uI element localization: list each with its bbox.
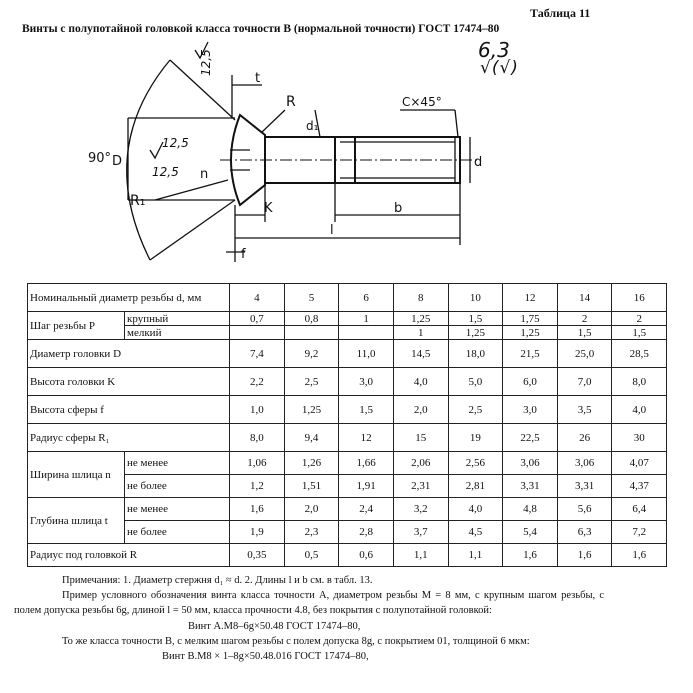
table-cell: 30 <box>612 424 667 452</box>
table-cell: 2 <box>557 312 612 326</box>
table-cell: 3,31 <box>503 475 558 498</box>
table-cell <box>339 326 394 340</box>
table-cell: 2 <box>612 312 667 326</box>
example-2: То же класса точности B, с мелким шагом резьбы с полем допуска 8g, с покрытием 01, толщиной 6 мкм: <box>62 635 530 647</box>
table-cell: 7,4 <box>230 340 285 368</box>
angle-arc <box>127 60 170 260</box>
table-cell: 0,35 <box>230 544 285 567</box>
table-row <box>28 452 667 475</box>
table-cell: 18,0 <box>448 340 503 368</box>
table-cell: 1,6 <box>230 498 285 521</box>
table-cell: 1,5 <box>339 396 394 424</box>
table-cell: 0,8 <box>284 312 339 326</box>
table-cell: 28,5 <box>612 340 667 368</box>
diameter-cell: 14 <box>557 284 612 312</box>
dim-f-label: f <box>241 247 246 262</box>
table-cell: 1,2 <box>230 475 285 498</box>
dim-b-label: b <box>394 201 403 216</box>
head-height-label: Высота головки K <box>28 368 230 396</box>
table-cell: 14,5 <box>393 340 448 368</box>
table-label: Таблица 11 <box>530 6 591 20</box>
dim-l-label: l <box>330 223 334 238</box>
table-cell: 8,0 <box>612 368 667 396</box>
screw-drawing <box>0 0 693 280</box>
R1-leader <box>155 180 228 200</box>
roughness-value: 6,3 <box>478 38 510 62</box>
table-cell: 5,6 <box>557 498 612 521</box>
table-cell: 2,81 <box>448 475 503 498</box>
table-cell: 2,2 <box>230 368 285 396</box>
dim-d-label: d <box>474 155 483 170</box>
table-cell: 1,06 <box>230 452 285 475</box>
table-cell: 0,6 <box>339 544 394 567</box>
dim-n-label: n <box>200 167 209 182</box>
table-cell: 15 <box>393 424 448 452</box>
diameter-cell: 4 <box>230 284 285 312</box>
table-cell: 5,4 <box>503 521 558 544</box>
table-cell: 1,6 <box>557 544 612 567</box>
slot-width-label: Ширина шлица n <box>28 452 125 498</box>
table-cell: 5,0 <box>448 368 503 396</box>
chamfer-label: C×45° <box>402 95 442 109</box>
table-row <box>28 312 667 326</box>
table-cell: 9,4 <box>284 424 339 452</box>
dim-D-label: D <box>112 154 123 169</box>
table-cell: 3,7 <box>393 521 448 544</box>
table-cell: 1,6 <box>503 544 558 567</box>
formula-2: Винт В.М8 × 1–8g×50.48.016 ГОСТ 17474–80, <box>162 651 369 663</box>
table-cell: 22,5 <box>503 424 558 452</box>
pitch-coarse-label: крупный <box>125 312 230 326</box>
table-cell: 4,0 <box>393 368 448 396</box>
table-cell <box>284 326 339 340</box>
roughness-symbol: √(√) <box>480 58 519 78</box>
diameter-cell: 6 <box>339 284 394 312</box>
table-cell: 1,51 <box>284 475 339 498</box>
table-cell: 3,2 <box>393 498 448 521</box>
note-1: Примечания: 1. Диаметр стержня d₁ ≈ d. 2. Длины l и b см. в табл. 13. <box>62 575 373 586</box>
table-cell: 1,25 <box>448 326 503 340</box>
table-cell: 26 <box>557 424 612 452</box>
sphere-height-label: Высота сферы f <box>28 396 230 424</box>
table-cell: 1,9 <box>230 521 285 544</box>
table-cell: 2,8 <box>339 521 394 544</box>
table-cell: 25,0 <box>557 340 612 368</box>
dim-t-label: t <box>255 71 261 86</box>
dim-d1-label: d₁ <box>306 119 319 133</box>
table-cell: 4,07 <box>612 452 667 475</box>
table-cell: 1,0 <box>230 396 285 424</box>
dim-R1-label: R₁ <box>130 193 146 209</box>
table-row <box>28 424 667 452</box>
angle-label: 90° <box>88 151 112 166</box>
table-cell: 0,5 <box>284 544 339 567</box>
table-cell: 1,25 <box>284 396 339 424</box>
table-cell: 1,1 <box>393 544 448 567</box>
table-cell: 2,3 <box>284 521 339 544</box>
table-cell: 19 <box>448 424 503 452</box>
rough-top-label: 12,5 <box>199 49 213 76</box>
table-cell: 3,5 <box>557 396 612 424</box>
table-cell: 2,31 <box>393 475 448 498</box>
table-cell: 2,56 <box>448 452 503 475</box>
table-row <box>28 544 667 567</box>
table-cell: 1 <box>339 312 394 326</box>
notes <box>14 573 604 664</box>
table-cell: 12 <box>339 424 394 452</box>
table-cell: 7,0 <box>557 368 612 396</box>
pitch-label: Шаг резьбы P <box>28 312 125 340</box>
dim-R-label: R <box>286 94 296 110</box>
table-cell: 4,37 <box>612 475 667 498</box>
table-cell: 1 <box>393 326 448 340</box>
table-cell: 21,5 <box>503 340 558 368</box>
angle-leader-bottom <box>150 200 235 260</box>
max-label: не более <box>125 521 230 544</box>
chamfer-leader-2 <box>455 110 458 137</box>
table-cell: 1,25 <box>393 312 448 326</box>
table-cell: 4,8 <box>503 498 558 521</box>
table-cell: 2,5 <box>448 396 503 424</box>
diameter-cell: 16 <box>612 284 667 312</box>
table-cell: 4,5 <box>448 521 503 544</box>
pitch-fine-label: мелкий <box>125 326 230 340</box>
table-cell: 2,06 <box>393 452 448 475</box>
table-cell: 1,6 <box>612 544 667 567</box>
table-row <box>28 396 667 424</box>
diameter-cell: 12 <box>503 284 558 312</box>
max-label: не более <box>125 475 230 498</box>
rough-mid-label: 12,5 <box>162 136 189 150</box>
header-label: Номинальный диаметр резьбы d, мм <box>28 284 230 312</box>
table-cell: 1,25 <box>503 326 558 340</box>
table-cell: 1,91 <box>339 475 394 498</box>
table-cell: 0,7 <box>230 312 285 326</box>
table-row <box>28 368 667 396</box>
table-cell: 3,0 <box>503 396 558 424</box>
diameter-cell: 5 <box>284 284 339 312</box>
table-cell: 4,0 <box>612 396 667 424</box>
table-row <box>28 498 667 521</box>
table-cell: 6,3 <box>557 521 612 544</box>
diameter-cell: 10 <box>448 284 503 312</box>
min-label: не менее <box>125 452 230 475</box>
table-cell: 6,4 <box>612 498 667 521</box>
R-leader <box>262 110 285 132</box>
diameter-cell: 8 <box>393 284 448 312</box>
table-cell: 1,1 <box>448 544 503 567</box>
under-head-radius-label: Радиус под головкой R <box>28 544 230 567</box>
spec-table <box>27 283 667 567</box>
table-cell: 1,75 <box>503 312 558 326</box>
table-cell: 1,5 <box>612 326 667 340</box>
sphere-radius-label: Радиус сферы R₁ <box>28 424 230 452</box>
example-1: Пример условного обозначения винта класса точности A, диаметром резьбы M = 8 мм, с крупным шагом резьбы, с полем допуска резьбы 6g, длиной l = 50 мм, класса прочности 4.8, без покрытия с полупотайной головкой: <box>14 590 604 617</box>
table-cell: 3,31 <box>557 475 612 498</box>
table-cell: 3,06 <box>557 452 612 475</box>
table-cell <box>230 326 285 340</box>
rough-low-label: 12,5 <box>152 165 179 179</box>
dim-K-label: K <box>264 201 273 216</box>
table-cell: 4,0 <box>448 498 503 521</box>
table-cell: 8,0 <box>230 424 285 452</box>
table-cell: 9,2 <box>284 340 339 368</box>
table-cell: 2,4 <box>339 498 394 521</box>
table-cell: 2,5 <box>284 368 339 396</box>
table-cell: 3,06 <box>503 452 558 475</box>
page-title: Винты с полупотайной головкой класса точности B (нормальной точности) ГОСТ 17474–80 <box>22 23 500 35</box>
table-cell: 1,66 <box>339 452 394 475</box>
table-cell: 7,2 <box>612 521 667 544</box>
table-cell: 2,0 <box>284 498 339 521</box>
table-cell: 11,0 <box>339 340 394 368</box>
table-cell: 2,0 <box>393 396 448 424</box>
table-cell: 1,5 <box>448 312 503 326</box>
formula-1: Винт А.М8–6g×50.48 ГОСТ 17474–80, <box>188 620 361 632</box>
slot-depth-label: Глубина шлица t <box>28 498 125 544</box>
table-cell: 6,0 <box>503 368 558 396</box>
head-diameter-label: Диаметр головки D <box>28 340 230 368</box>
table-cell: 1,26 <box>284 452 339 475</box>
min-label: не менее <box>125 498 230 521</box>
table-cell: 1,5 <box>557 326 612 340</box>
table-cell: 3,0 <box>339 368 394 396</box>
table-header-row <box>28 284 667 312</box>
table-row <box>28 340 667 368</box>
